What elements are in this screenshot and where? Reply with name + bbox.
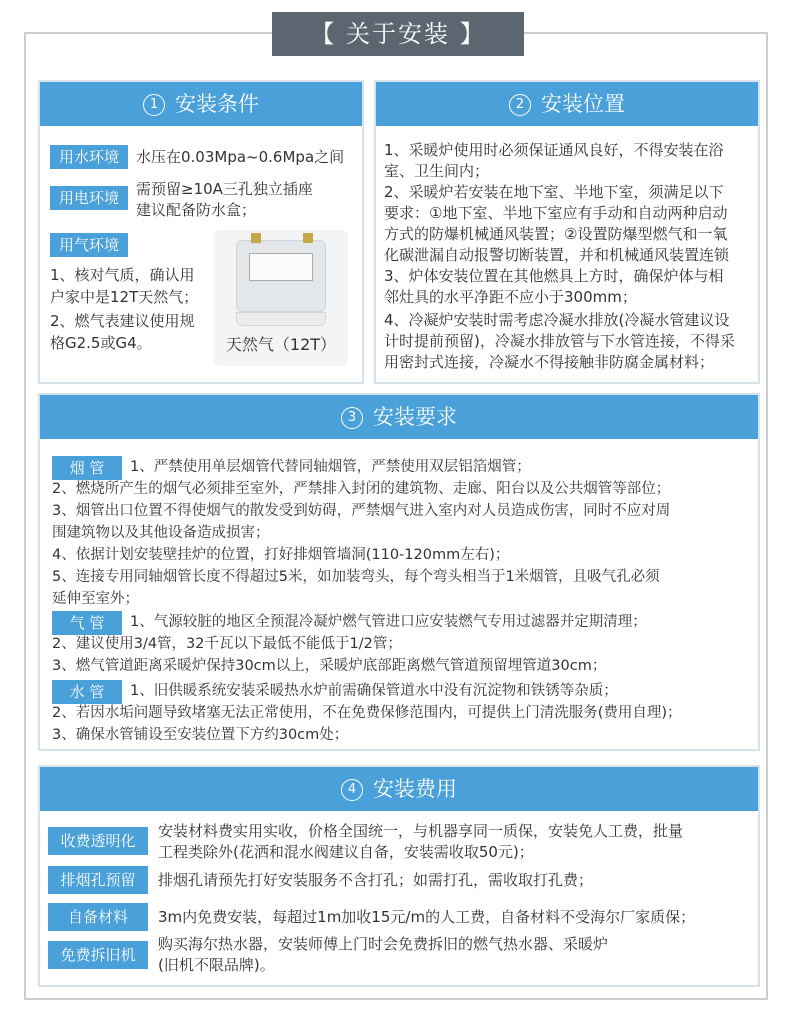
- fees-line: 购买海尔热水器，安装师傅上门时会免费拆旧的燃气热水器、采暖炉: [158, 935, 609, 953]
- position-line: 室、卫生间内；: [384, 162, 490, 180]
- card-title-fees: [40, 767, 758, 811]
- tag-flue-hole: 排烟孔预留: [48, 866, 148, 894]
- gas-meter-dial: [249, 253, 313, 281]
- meter-caption: 天然气（12T）: [225, 335, 337, 354]
- flue-line: 1、严禁使用单层烟管代替同轴烟管，严禁使用双层铝箔烟管；: [130, 459, 531, 475]
- flue-line: 围建筑物以及其他设备造成损害；: [52, 525, 270, 541]
- gas-pipe-line: 2、建议使用3/4管，32千瓦以下最低不能低于1/2管；: [52, 636, 402, 652]
- position-line: 用密封式连接，冷凝水不得接触非防腐金属材料；: [384, 353, 715, 371]
- tag-own-materials: 自备材料: [48, 903, 148, 931]
- position-line: 计时提前预留)，冷凝水排放管与下水管连接，不得采: [384, 332, 735, 350]
- tag-transparent-fees: 收费透明化: [48, 827, 148, 855]
- card-title-text: 安装位置: [541, 92, 625, 116]
- gas-pipe-line: 3、燃气管道距离采暖炉保持30cm以上，采暖炉底部距离燃气管道预留埋管道30cm；: [52, 658, 607, 674]
- flue-line: 2、燃烧所产生的烟气必须排至室外，严禁排入封闭的建筑物、走廊、阳台以及公共烟管等部位；: [52, 481, 671, 497]
- card-title-text: 安装条件: [175, 92, 259, 116]
- card-title-conditions: [40, 82, 362, 126]
- tag-free-removal: 免费拆旧机: [48, 941, 148, 969]
- number-badge: 1: [143, 94, 165, 116]
- position-line: 方式的防爆机械通风装置；②设置防爆型燃气和一氧: [384, 225, 728, 243]
- fees-line: 3m内免费安装，每超过1m加收15元/m的人工费，自备材料不受海尔厂家质保；: [158, 908, 696, 926]
- flue-line: 4、依据计划安装壁挂炉的位置，打好排烟管墙洞(110-120mm左右)；: [52, 547, 510, 563]
- card-title-position: [376, 82, 758, 126]
- gas-meter-body: [236, 240, 326, 312]
- flue-line: 5、连接专用同轴烟管长度不得超过5米，如加装弯头，每个弯头相当于1米烟管，且吸气孔必须: [52, 569, 660, 585]
- fees-line: 工程类除外(花洒和混水阀建议自备，安装需收取50元)；: [158, 843, 534, 861]
- tag-water-pipe: 水 管: [52, 680, 122, 704]
- tag-gas-pipe: 气 管: [52, 611, 122, 635]
- fees-line: 排烟孔请预先打好安装服务不含打孔；如需打孔，需收取打孔费；: [158, 871, 594, 889]
- gas-env-line: 2、燃气表建议使用规: [50, 312, 195, 330]
- page-title: 【 关于安装 】: [272, 12, 524, 56]
- tag-gas-env: 用气环境: [50, 233, 128, 257]
- fees-line: 安装材料费实用实收，价格全国统一，与机器享同一质保，安装免人工费，批量: [158, 822, 684, 840]
- water-pipe-line: 1、旧供暖系统安装采暖热水炉前需确保管道水中没有沉淀物和铁锈等杂质；: [130, 683, 618, 699]
- card-title-text: 安装费用: [373, 777, 457, 801]
- water-pipe-line: 2、若因水垢问题导致堵塞无法正常使用，不在免费保修范围内，可提供上门清洗服务(费用自理)；: [52, 705, 682, 721]
- water-env-text: 水压在0.03Mpa~0.6Mpa之间: [136, 148, 345, 166]
- gas-env-line: 1、核对气质，确认用: [50, 266, 195, 284]
- card-title-requirements: [40, 395, 758, 439]
- gas-env-line: 户家中是12T天然气；: [50, 288, 199, 306]
- number-badge: 2: [509, 94, 531, 116]
- power-env-line: 需预留≥10A三孔独立插座: [136, 180, 313, 198]
- position-line: 邻灶具的水平净距不应小于300mm；: [384, 288, 637, 306]
- fees-line: (旧机不限品牌)。: [158, 956, 275, 974]
- flue-line: 延伸至室外；: [52, 591, 139, 607]
- power-env-line: 建议配备防水盒；: [136, 201, 257, 219]
- water-pipe-line: 3、确保水管铺设至安装位置下方约30cm处；: [52, 727, 349, 743]
- position-line: 1、采暖炉使用时必须保证通风良好，不得安装在浴: [384, 141, 724, 159]
- tag-power-env: 用电环境: [50, 186, 128, 210]
- card-title-text: 安装要求: [373, 405, 457, 429]
- number-badge: 4: [341, 779, 363, 801]
- tag-flue-pipe: 烟 管: [52, 456, 122, 480]
- position-line: 4、冷凝炉安装时需考虑冷凝水排放(冷凝水管建议设: [384, 311, 730, 329]
- position-line: 2、采暖炉若安装在地下室、半地下室，须满足以下: [384, 183, 724, 201]
- gas-meter-image: [214, 230, 348, 366]
- flue-line: 3、烟管出口位置不得使烟气的散发受到妨碍，严禁烟气进入室内对人员造成伤害，同时不应对周: [52, 503, 671, 519]
- position-line: 化碳泄漏自动报警切断装置，并和机械通风装置连锁: [384, 246, 730, 264]
- position-line: 要求：①地下室、半地下室应有手动和自动两种启动: [384, 204, 728, 222]
- tag-water-env: 用水环境: [50, 145, 128, 169]
- gas-env-line: 格G2.5或G4。: [50, 334, 152, 352]
- position-line: 3、炉体安装位置在其他燃具上方时，确保炉体与相: [384, 267, 724, 285]
- gas-pipe-line: 1、气源较脏的地区全预混冷凝炉燃气管进口应安装燃气专用过滤器并定期清理；: [130, 614, 647, 630]
- number-badge: 3: [341, 407, 363, 429]
